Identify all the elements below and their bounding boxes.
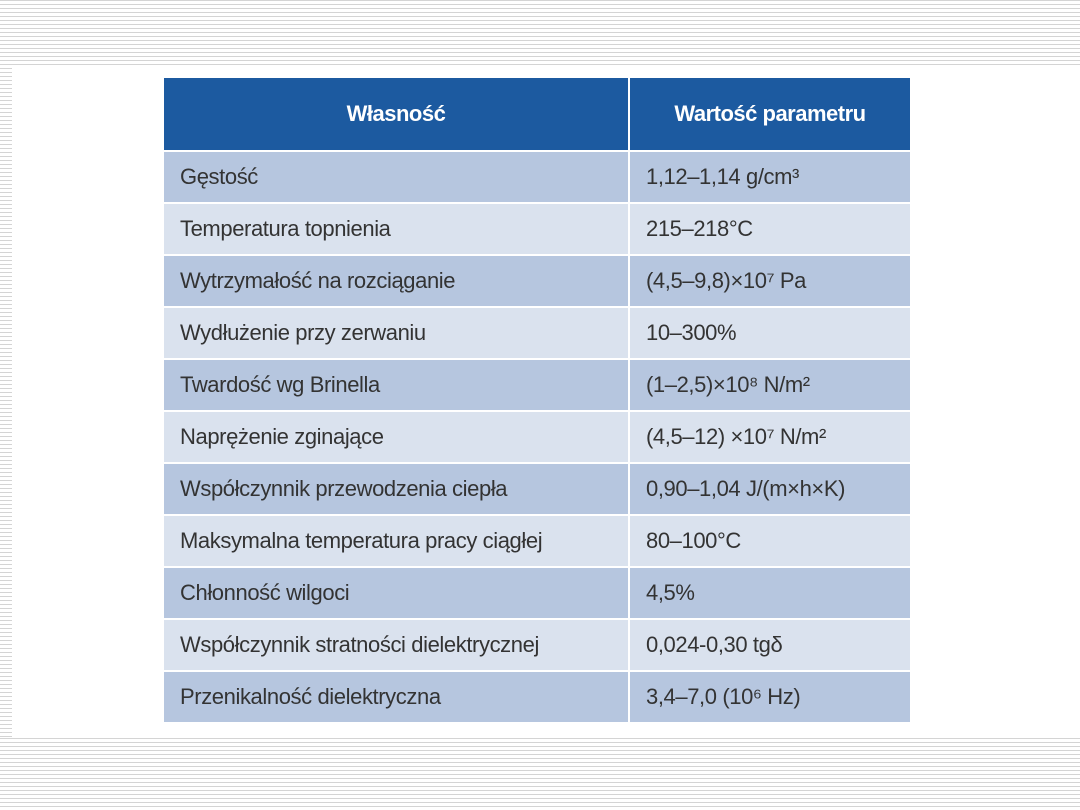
table-row (163, 255, 910, 307)
value-cell: 0,90–1,04 J/(m×h×K) (629, 463, 910, 515)
value-cell: 215–218°C (629, 203, 910, 255)
value-cell: 1,12–1,14 g/cm³ (629, 151, 910, 203)
left-stripe-decoration (0, 68, 12, 738)
property-cell: Maksymalna temperatura pracy ciągłej (163, 515, 629, 567)
table-header-row (163, 77, 910, 151)
property-cell: Gęstość (163, 151, 629, 203)
properties-table (162, 76, 910, 724)
value-cell: 10–300% (629, 307, 910, 359)
table-row (163, 307, 910, 359)
value-cell: 3,4–7,0 (10⁶ Hz) (629, 671, 910, 723)
property-cell: Twardość wg Brinella (163, 359, 629, 411)
table-row (163, 151, 910, 203)
header-value: Wartość parametru (629, 77, 910, 151)
table-row (163, 359, 910, 411)
property-cell: Współczynnik przewodzenia ciepła (163, 463, 629, 515)
header-property: Własność (163, 77, 629, 151)
property-cell: Temperatura topnienia (163, 203, 629, 255)
property-cell: Współczynnik stratności dielektrycznej (163, 619, 629, 671)
top-stripe-decoration (0, 0, 1080, 68)
table-row (163, 515, 910, 567)
property-cell: Chłonność wilgoci (163, 567, 629, 619)
value-cell: (1–2,5)×10⁸ N/m² (629, 359, 910, 411)
property-cell: Wytrzymałość na rozciąganie (163, 255, 629, 307)
property-cell: Przenikalność dielektryczna (163, 671, 629, 723)
table-row (163, 203, 910, 255)
table-row (163, 567, 910, 619)
value-cell: (4,5–12) ×10⁷ N/m² (629, 411, 910, 463)
property-cell: Wydłużenie przy zerwaniu (163, 307, 629, 359)
bottom-stripe-decoration (0, 738, 1080, 810)
table-row (163, 463, 910, 515)
value-cell: 0,024-0,30 tgδ (629, 619, 910, 671)
value-cell: (4,5–9,8)×10⁷ Pa (629, 255, 910, 307)
properties-table-container (162, 76, 910, 734)
value-cell: 4,5% (629, 567, 910, 619)
value-cell: 80–100°C (629, 515, 910, 567)
property-cell: Naprężenie zginające (163, 411, 629, 463)
table-row (163, 411, 910, 463)
table-row (163, 671, 910, 723)
table-row (163, 619, 910, 671)
